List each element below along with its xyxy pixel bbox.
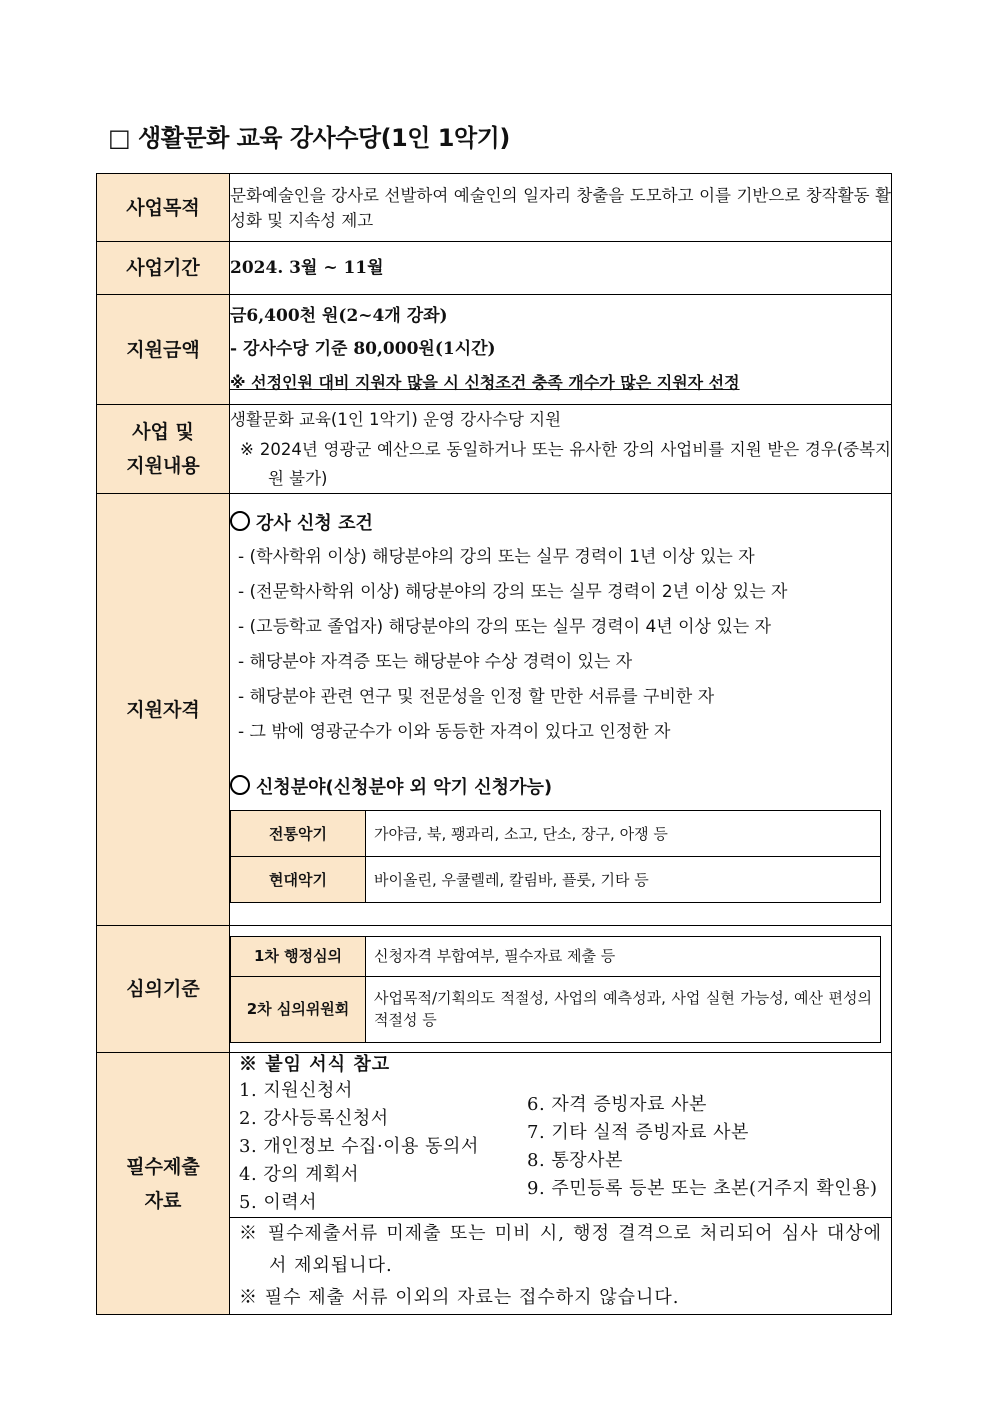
condition-item: - (전문학사학위 이상) 해당분야의 강의 또는 실무 경력이 2년 이상 있는 자 (238, 582, 788, 602)
review-stage: 1차 행정심의 (231, 936, 366, 976)
documents-note: ※ 필수 제출 서류 이외의 자료는 접수하지 않습니다. (239, 1287, 680, 1308)
condition-title: 강사 신청 조건 (256, 513, 373, 534)
condition-item: - 해당분야 자격증 또는 해당분야 수상 경력이 있는 자 (238, 652, 633, 672)
page-title: □ 생활문화 교육 강사수당(1인 1악기) (108, 124, 510, 152)
circle-bullet-icon (230, 511, 250, 531)
row-qualification (97, 494, 892, 926)
amount-total: 금6,400천 원(2~4개 강좌) (230, 306, 448, 326)
condition-item: - 해당분야 관련 연구 및 전문성을 인정 할 만한 서류를 구비한 자 (238, 687, 715, 707)
documents-header: ※ 붙임 서식 참고 (239, 1054, 391, 1075)
document-item: 2. 강사등록신청서 (239, 1108, 389, 1129)
document-item: 7. 기타 실적 증빙자료 사본 (527, 1122, 749, 1143)
document-item: 4. 강의 계획서 (239, 1164, 360, 1185)
row-period (97, 242, 892, 295)
field-name: 현대악기 (231, 857, 366, 903)
field-row (231, 811, 881, 857)
label-content (97, 405, 230, 494)
circle-bullet-icon (230, 775, 250, 795)
label-documents-line1: 필수제출 (126, 1155, 200, 1178)
review-row (231, 976, 881, 1042)
document-item: 1. 지원신청서 (239, 1080, 353, 1101)
documents-notes (230, 1217, 891, 1314)
field-table (230, 810, 881, 903)
amount-note: ※ 선정인원 대비 지원자 많을 시 신청조건 충족 개수가 많은 지원자 선정 (230, 373, 740, 392)
field-heading (230, 772, 881, 804)
document-item: 6. 자격 증빙자료 사본 (527, 1094, 707, 1115)
label-documents (97, 1053, 230, 1315)
period-text: 2024. 3월 ~ 11월 (230, 242, 892, 295)
label-review: 심의기준 (97, 926, 230, 1053)
content-text: 생활문화 교육(1인 1악기) 운영 강사수당 지원 (230, 410, 562, 429)
label-qualification: 지원자격 (97, 494, 230, 926)
field-row (231, 857, 881, 903)
review-criteria: 신청자격 부합여부, 필수자료 제출 등 (366, 936, 881, 976)
condition-heading (230, 508, 881, 540)
row-amount (97, 295, 892, 405)
condition-item: - 그 밖에 영광군수가 이와 동등한 자격이 있다고 인정한 자 (238, 722, 671, 742)
document-item: 8. 통장사본 (527, 1150, 623, 1171)
row-review (97, 926, 892, 1053)
review-stage: 2차 심의위원회 (231, 976, 366, 1042)
purpose-text: 문화예술인을 강사로 선발하여 예술인의 일자리 창출을 도모하고 이를 기반으로 창작활동 활성화 및 지속성 제고 (230, 174, 892, 242)
field-items: 가야금, 북, 꽹과리, 소고, 단소, 장구, 아쟁 등 (366, 811, 881, 857)
row-content (97, 405, 892, 494)
documents-note: ※ 필수제출서류 미제출 또는 미비 시, 행정 결격으로 처리되어 심사 대상에서 제외됩니다. (239, 1223, 882, 1276)
row-purpose (97, 174, 892, 242)
review-criteria: 사업목적/기획의도 적절성, 사업의 예측성과, 사업 실현 가능성, 예산 편성의 적절성 등 (366, 976, 881, 1042)
field-items: 바이올린, 우쿨렐레, 칼림바, 플룻, 기타 등 (366, 857, 881, 903)
review-row (231, 936, 881, 976)
content-note: ※ 2024년 영광군 예산으로 동일하거나 또는 유사한 강의 사업비를 지원 받은 경우(중복지원 불가) (240, 440, 891, 488)
label-period: 사업기간 (97, 242, 230, 295)
program-table (96, 173, 892, 1315)
document-item: 3. 개인정보 수집·이용 동의서 (239, 1136, 479, 1157)
condition-item: - (학사학위 이상) 해당분야의 강의 또는 실무 경력이 1년 이상 있는 자 (238, 547, 755, 567)
row-documents (97, 1053, 892, 1315)
label-purpose: 사업목적 (97, 174, 230, 242)
label-content-line2: 지원내용 (126, 455, 200, 477)
field-title: 신청분야(신청분야 외 악기 신청가능) (256, 777, 553, 798)
document-item: 9. 주민등록 등본 또는 초본(거주지 확인용) (527, 1178, 878, 1199)
documents-list (230, 1053, 891, 1217)
amount-fee: - 강사수당 기준 80,000원(1시간) (230, 339, 496, 359)
label-content-line1: 사업 및 (132, 421, 194, 443)
review-table (230, 936, 881, 1043)
document-item: 5. 이력서 (239, 1192, 318, 1213)
condition-item: - (고등학교 졸업자) 해당분야의 강의 또는 실무 경력이 4년 이상 있는 자 (238, 617, 772, 637)
field-name: 전통악기 (231, 811, 366, 857)
label-documents-line2: 자료 (144, 1189, 182, 1212)
label-amount: 지원금액 (97, 295, 230, 405)
